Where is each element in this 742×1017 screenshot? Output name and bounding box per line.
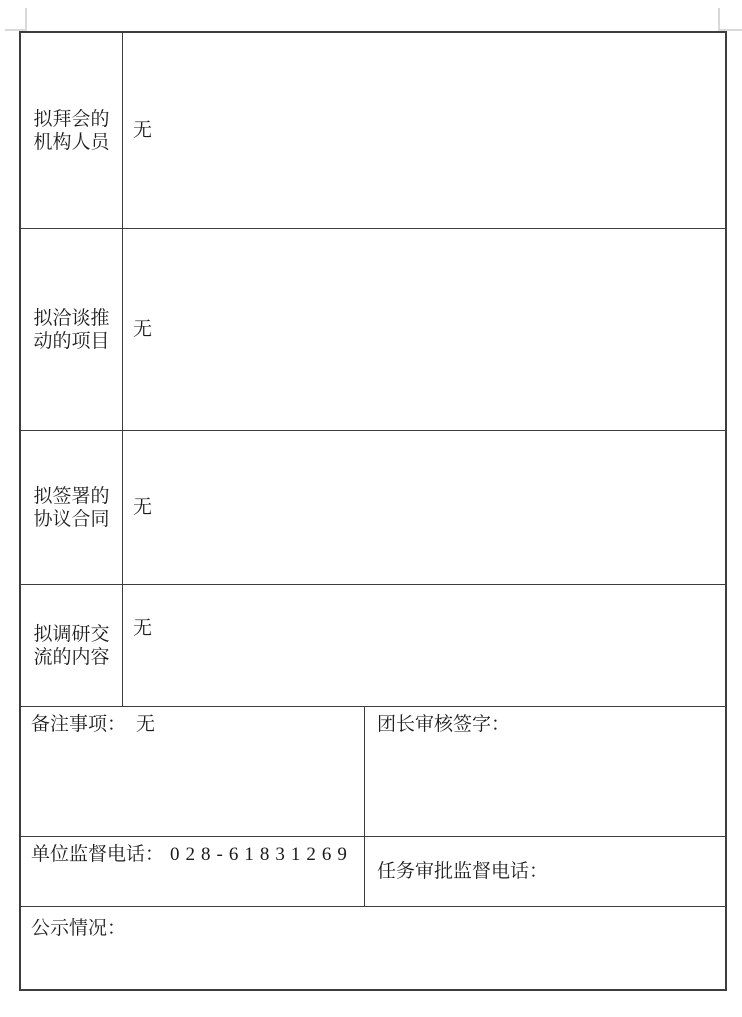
unit-phone-value: 028-61831269 (170, 844, 353, 865)
remarks-label: 备注事项： (31, 714, 127, 735)
value-institutions-to-visit (123, 33, 725, 228)
value-text: 无 (133, 120, 153, 141)
leader-signature-cell (365, 707, 725, 836)
remarks-value: 无 (136, 714, 156, 735)
form-table (19, 31, 727, 991)
label-text: 拟调研交 流的内容 (33, 623, 110, 668)
table-row (21, 707, 725, 837)
label-text: 拟洽谈推 动的项目 (33, 307, 110, 352)
publicity-cell (21, 907, 725, 989)
table-row (21, 907, 725, 989)
value-projects-to-negotiate (123, 229, 725, 430)
value-text: 无 (133, 497, 153, 518)
table-row (21, 229, 725, 431)
table-row (21, 585, 725, 707)
table-row (21, 837, 725, 907)
unit-phone-cell (21, 837, 365, 906)
table-row (21, 431, 725, 585)
label-text: 拟拜会的 机构人员 (33, 108, 110, 153)
text-boundary-corner-right-icon (718, 8, 742, 31)
table-row (21, 33, 725, 229)
publicity-label: 公示情况： (31, 918, 127, 939)
label-agreements-to-sign (21, 431, 123, 584)
label-text: 拟签署的 协议合同 (33, 485, 110, 530)
label-projects-to-negotiate (21, 229, 123, 430)
value-agreements-to-sign (123, 431, 725, 584)
value-text: 无 (133, 618, 153, 639)
value-research-exchange-content (123, 585, 725, 706)
remarks-cell (21, 707, 365, 836)
value-text: 无 (133, 319, 153, 340)
unit-phone-label: 单位监督电话： (31, 844, 165, 865)
text-boundary-corner-left-icon (5, 8, 27, 31)
task-approval-phone-cell (365, 837, 725, 906)
leader-signature-label: 团长审核签字： (377, 714, 511, 735)
label-institutions-to-visit (21, 33, 123, 228)
task-approval-phone-label: 任务审批监督电话： (377, 861, 549, 882)
label-research-exchange-content (21, 585, 123, 706)
